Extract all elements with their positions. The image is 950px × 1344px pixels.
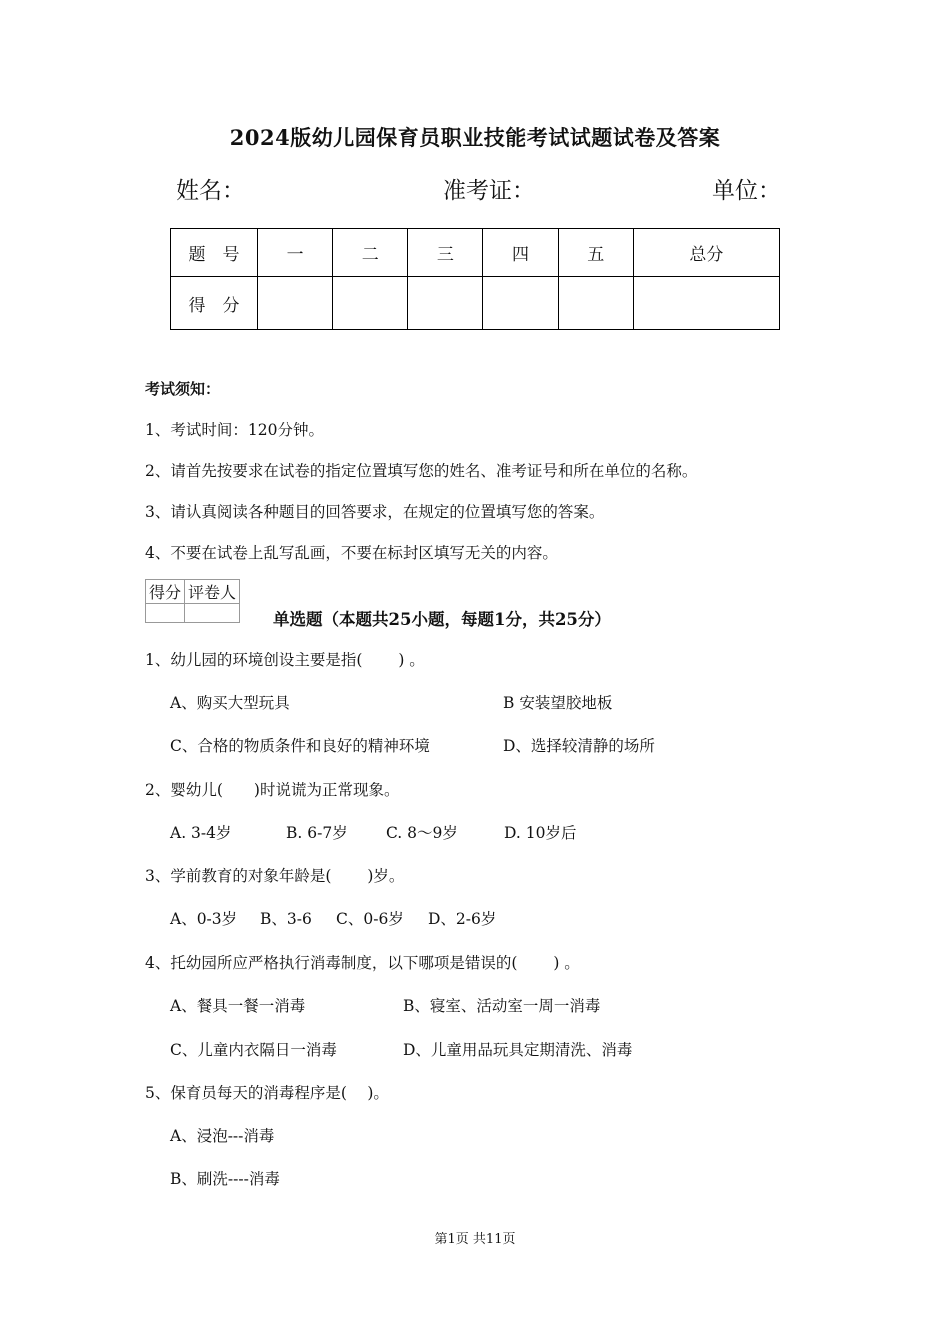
question-option[interactable]: A、餐具一餐一消毒 [170,997,306,1015]
name-field-label: 姓名： [176,178,245,204]
page-title: 2024版幼儿园保育员职业技能考试试题试卷及答案 [229,125,721,150]
unit-field-label: 单位： [712,178,781,204]
grader-name-label: 评卷人 [185,580,240,604]
notice-item: 2、请首先按要求在试卷的指定位置填写您的姓名、准考证号和所在单位的名称。 [145,462,698,480]
score-table-header-cell: 三 [408,229,483,277]
page-footer: 第1页 共11页 [434,1232,516,1247]
grader-box [145,579,240,623]
question-option[interactable]: B 安装望胶地板 [503,694,613,712]
grader-score-cell[interactable] [146,604,185,623]
score-table-header-row [171,229,780,277]
grader-name-cell[interactable] [185,604,240,623]
score-table-header-cell: 一 [258,229,333,277]
notice-item: 4、不要在试卷上乱写乱画，不要在标封区填写无关的内容。 [145,544,558,562]
question-option[interactable]: D、2-6岁 [428,910,497,928]
question-stem: 1、幼儿园的环境创设主要是指( ) 。 [145,651,425,669]
score-row-label: 得 分 [171,277,258,330]
score-cell[interactable] [558,277,633,330]
score-cell[interactable] [258,277,333,330]
notice-item: 3、请认真阅读各种题目的回答要求，在规定的位置填写您的答案。 [145,503,605,521]
question-option[interactable]: C、0-6岁 [336,910,404,928]
score-cell[interactable] [633,277,779,330]
exam-id-field-label: 准考证： [443,178,535,204]
question-stem: 5、保育员每天的消毒程序是( )。 [145,1084,389,1102]
score-cell[interactable] [483,277,558,330]
score-table-header-cell: 五 [558,229,633,277]
grader-score-label: 得分 [146,580,185,604]
question-stem: 2、婴幼儿( )时说谎为正常现象。 [145,781,400,799]
question-stem: 3、学前教育的对象年龄是( )岁。 [145,867,405,885]
score-cell[interactable] [333,277,408,330]
score-table-header-cell: 题 号 [171,229,258,277]
notice-title: 考试须知： [145,380,221,398]
question-option[interactable]: B、3-6 [260,910,312,928]
question-option[interactable]: C. 8～9岁 [386,824,458,842]
question-option[interactable]: D、儿童用品玩具定期清洗、消毒 [403,1041,633,1059]
question-option[interactable]: D. 10岁后 [504,824,577,842]
question-option[interactable]: D、选择较清静的场所 [503,737,655,755]
question-option[interactable]: C、儿童内衣隔日一消毒 [170,1041,337,1059]
question-option[interactable]: A. 3-4岁 [170,824,232,842]
question-option[interactable]: B、寝室、活动室一周一消毒 [403,997,601,1015]
question-option[interactable]: C、合格的物质条件和良好的精神环境 [170,737,430,755]
notice-item: 1、考试时间：120分钟。 [145,421,324,439]
question-option[interactable]: A、0-3岁 [170,910,238,928]
question-option[interactable]: B、刷洗----消毒 [170,1170,280,1188]
section-title: 单选题（本题共25小题，每题1分，共25分） [273,610,611,629]
score-cell[interactable] [408,277,483,330]
score-table-header-cell: 总分 [633,229,779,277]
score-table [170,228,780,330]
score-table-header-cell: 二 [333,229,408,277]
question-stem: 4、托幼园所应严格执行消毒制度，以下哪项是错误的( ) 。 [145,954,580,972]
question-option[interactable]: A、购买大型玩具 [170,694,290,712]
score-table-header-cell: 四 [483,229,558,277]
score-table-score-row [171,277,780,330]
question-option[interactable]: B. 6-7岁 [286,824,348,842]
question-option[interactable]: A、浸泡---消毒 [170,1127,275,1145]
